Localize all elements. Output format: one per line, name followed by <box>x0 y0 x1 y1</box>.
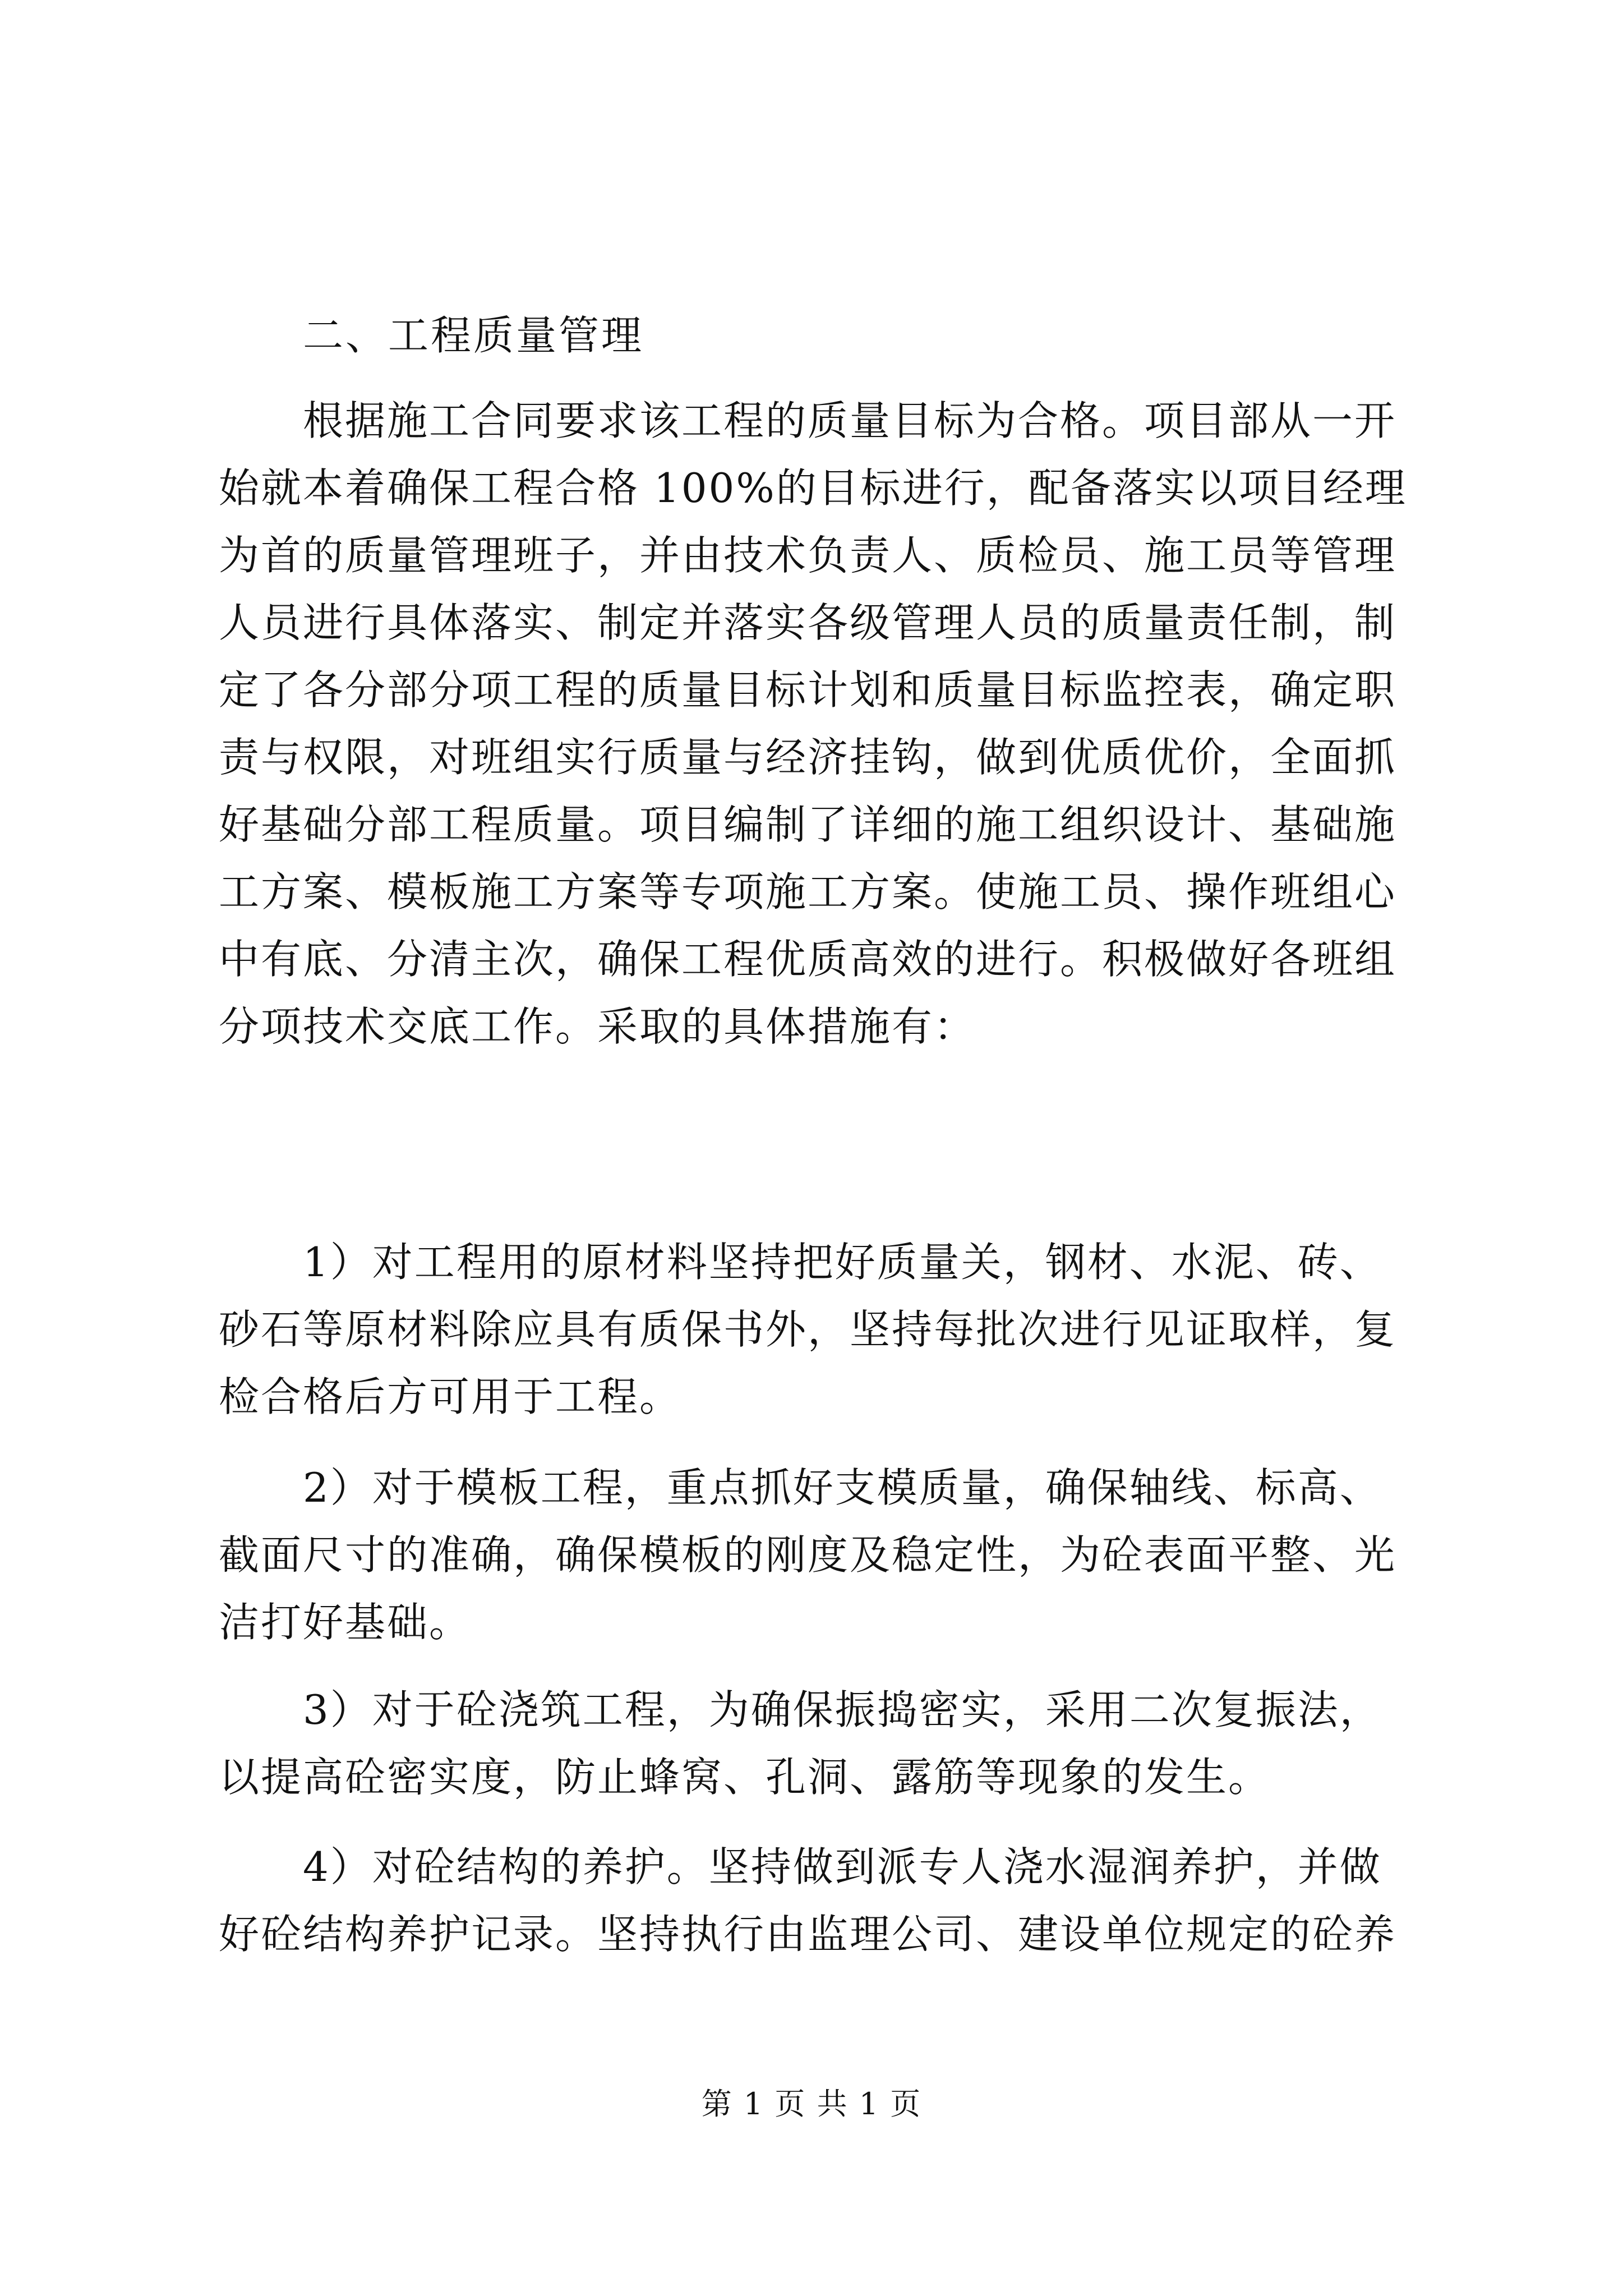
page-footer <box>0 2080 1623 2123</box>
section-heading-text: 二、工程质量管理 <box>303 312 644 359</box>
paragraph-measure-1 <box>219 1228 1408 1430</box>
paragraph-measure-4 <box>219 1833 1408 1968</box>
paragraph-intro <box>219 387 1408 1060</box>
paragraph-measure-3 <box>219 1676 1408 1811</box>
text-line: 定了各分部分项工程的质量目标计划和质量目标监控表，确定职 <box>219 666 1397 714</box>
text-line: 人员进行具体落实、制定并落实各级管理人员的质量责任制，制 <box>219 599 1397 646</box>
text-line: 好砼结构养护记录。坚持执行由监理公司、建设单位规定的砼养 <box>219 1911 1397 1958</box>
text-line: 好基础分部工程质量。项目编制了详细的施工组织设计、基础施 <box>219 801 1397 848</box>
text-line: 2）对于模板工程，重点抓好支模质量，确保轴线、标高、 <box>303 1464 1382 1511</box>
text-line: 检合格后方可用于工程。 <box>219 1373 682 1420</box>
text-line: 根据施工合同要求该工程的质量目标为合格。项目部从一开 <box>303 397 1397 444</box>
text-line: 为首的质量管理班子，并由技术负责人、质检员、施工员等管理 <box>219 532 1397 579</box>
text-line: 3）对于砼浇筑工程，为确保振捣密实，采用二次复振法， <box>303 1686 1382 1733</box>
text-line: 中有底、分清主次，确保工程优质高效的进行。积极做好各班组 <box>219 936 1397 983</box>
text-line: 截面尺寸的准确，确保模板的刚度及稳定性，为砼表面平整、光 <box>219 1531 1397 1579</box>
text-line: 工方案、模板施工方案等专项施工方案。使施工员、操作班组心 <box>219 868 1397 915</box>
text-line: 分项技术交底工作。采取的具体措施有： <box>219 1003 976 1050</box>
text-line: 4）对砼结构的养护。坚持做到派专人浇水湿润养护，并做 <box>303 1843 1382 1890</box>
text-line: 1）对工程用的原材料坚持把好质量关，钢材、水泥、砖、 <box>303 1239 1382 1286</box>
text-line: 砂石等原材料除应具有质保书外，坚持每批次进行见证取样，复 <box>219 1306 1397 1353</box>
page-number-label: 第 1 页 共 1 页 <box>701 2086 922 2122</box>
text-line: 始就本着确保工程合格 100%的目标进行，配备落实以项目经理 <box>219 464 1407 512</box>
paragraph-measure-2 <box>219 1454 1408 1656</box>
text-line: 以提高砼密实度，防止蜂窝、孔洞、露筋等现象的发生。 <box>219 1754 1271 1801</box>
text-line: 洁打好基础。 <box>219 1599 472 1646</box>
section-heading <box>303 307 644 364</box>
text-line: 责与权限，对班组实行质量与经济挂钩，做到优质优价，全面抓 <box>219 734 1397 781</box>
